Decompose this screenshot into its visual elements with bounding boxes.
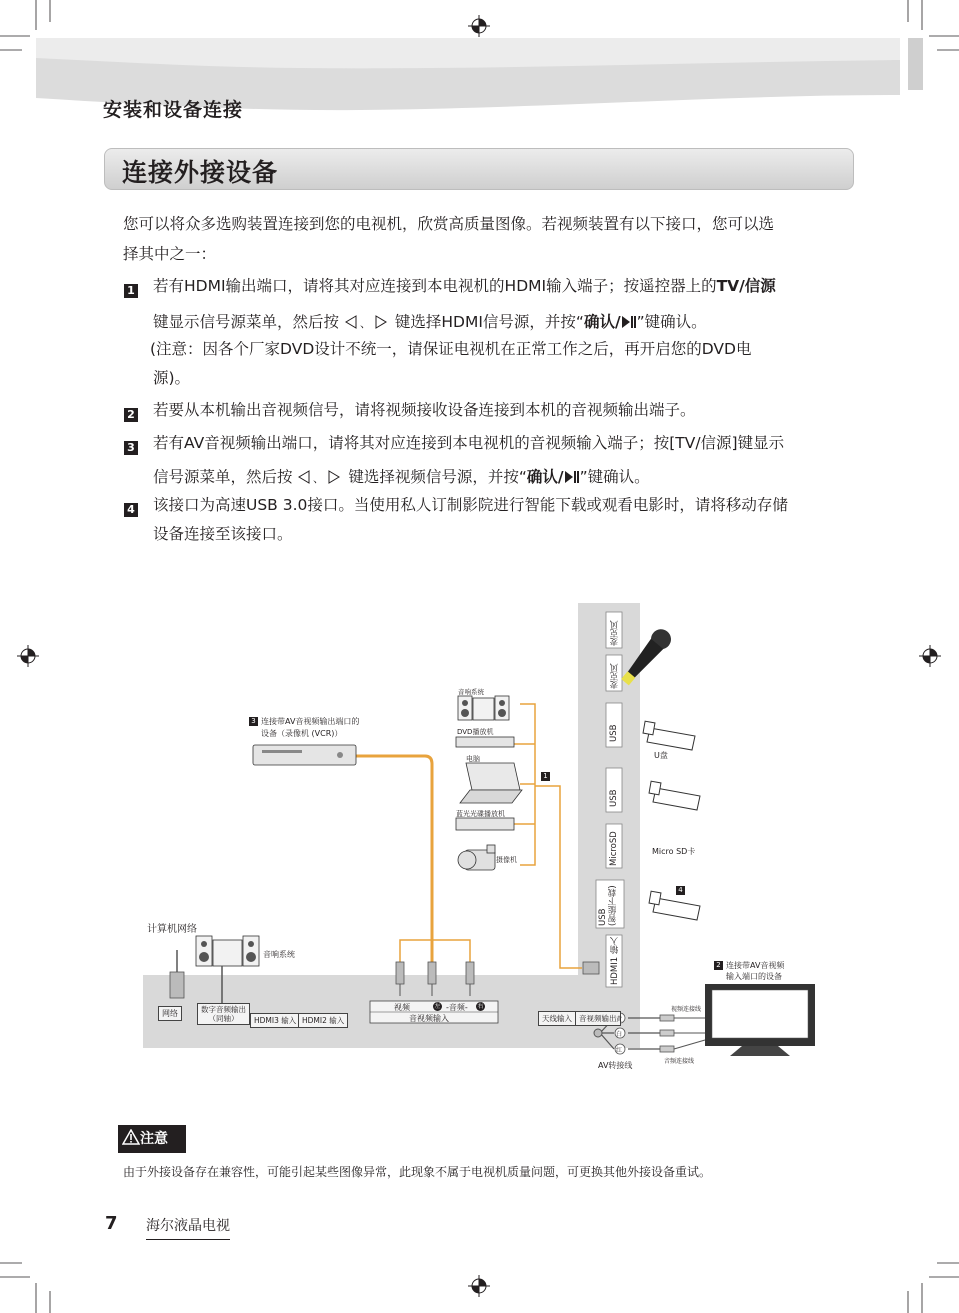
svg-text:、: 、 (359, 317, 371, 329)
item-number-1: 1 (124, 279, 138, 298)
jack-red: 红 (616, 1047, 623, 1054)
port-hdmi1-in: HDMI1 输入 (610, 937, 620, 985)
label-audio-cable: 音频连接线 (664, 1058, 695, 1065)
item-number-2: 2 (124, 403, 138, 422)
label-microsd: Micro SD卡 (652, 847, 696, 856)
port-usb-smart-download: USB (智能下载) (598, 885, 618, 926)
label-av-cable: AV转接线 (598, 1061, 633, 1070)
label-audio-system-bottom: 音响系统 (263, 950, 295, 959)
svg-text:、: 、 (313, 472, 325, 484)
page-title: 连接外接设备 (122, 158, 279, 187)
label-tv-2: 输入端口的设备 (726, 972, 782, 981)
item-1-line-3: (注意：因各个厂家DVD设计不统一，请保证电视机在正常工作之后，再开启您的DVD电 (150, 340, 752, 358)
label-pc: 电脑 (466, 755, 480, 763)
label-tv-1: 连接带AV音视频 (726, 961, 785, 970)
port-hdmi3-in: HDMI3 输入 (250, 1013, 300, 1028)
jack-white: 白 (616, 1031, 623, 1038)
port-hdmi2-in: HDMI2 输入 (298, 1013, 348, 1028)
warning-icon (122, 1129, 140, 1145)
port-mic-1: 麦克风 (610, 620, 620, 646)
label-num-3: 3 (249, 717, 258, 726)
port-usb-1: USB (609, 724, 619, 742)
page-number: 7 (105, 1213, 118, 1234)
label-vcr-2: 设备（录像机 (VCR)） (261, 729, 343, 738)
caution-badge: 注意 (118, 1125, 186, 1153)
port-microsd: MicroSD (609, 831, 619, 866)
jack-yellow: 黄 (616, 1016, 623, 1023)
av-in-right: 右 (477, 1003, 484, 1010)
av-in-left: 左 (434, 1003, 441, 1010)
item-1-line-4: 源)。 (153, 369, 191, 387)
section-title: 安装和设备连接 (103, 99, 244, 121)
label-bluray: 蓝光光碟播放机 (456, 810, 505, 818)
label-num-2: 2 (714, 961, 723, 970)
intro-line-1: 您可以将众多选购装置连接到您的电视机，欣赏高质量图像。若视频装置有以下接口，您可以选 (123, 215, 775, 233)
av-in-audio: -音频- (446, 1003, 468, 1012)
port-usb-2: USB (609, 789, 619, 807)
av-in-label: 音视频输入 (409, 1014, 449, 1023)
item-2-line-1: 若要从本机输出音视频信号，请将视频接收设备连接到本机的音视频输出端子。 (153, 401, 696, 419)
label-vcr-1: 连接带AV音视频输出端口的 (261, 717, 360, 726)
item-number-3: 3 (124, 436, 138, 455)
label-video-cable: 视频连接线 (671, 1006, 702, 1013)
item-1-line-2: 键显示信号源菜单，然后按 、 键选择HDMI信号源，并按“确认/ ”键确认。 (153, 313, 707, 331)
intro-line-2: 择其中之一： (123, 245, 217, 263)
label-audio-system-top: 音响系统 (458, 688, 484, 696)
footer-brand: 海尔液晶电视 (146, 1215, 230, 1240)
item-3-line-2: 信号源菜单，然后按 、 键选择视频信号源，并按“确认/ ”键确认。 (153, 468, 650, 486)
av-in-video: 视频 (394, 1003, 410, 1012)
item-4-line-2: 设备连接至该接口。 (153, 525, 293, 543)
label-num-1: 1 (541, 772, 550, 781)
item-1-line-1: 若有HDMI输出端口，请将其对应连接到本电视机的HDMI输入端子；按遥控器上的TV/信源 (153, 277, 776, 295)
item-number-4: 4 (124, 498, 138, 517)
label-num-4: 4 (676, 886, 685, 895)
port-antenna-in: 天线输入 (538, 1011, 576, 1026)
label-network: 计算机网络 (147, 924, 197, 935)
label-dvd: DVD播放机 (457, 728, 494, 736)
port-network: 网络 (158, 1006, 182, 1021)
port-digital-audio-out: 数字音频输出 （同轴） (197, 1003, 250, 1025)
label-camcorder: 摄像机 (496, 856, 517, 864)
item-3-line-1: 若有AV音视频输出端口，请将其对应连接到本电视机的音视频输入端子；按[TV/信源]键显示 (153, 434, 785, 452)
label-udisk: U盘 (654, 751, 668, 760)
port-av-out: 音视频输出 (575, 1011, 621, 1026)
caution-text: 由于外接设备存在兼容性，可能引起某些图像异常，此现象不属于电视机质量问题，可更换其他外接设备重试。 (123, 1165, 712, 1179)
item-4-line-1: 该接口为高速USB 3.0接口。当使用私人订制影院进行智能下载或观看电影时，请将移动存储 (153, 496, 788, 514)
port-mic-2: 麦克风 (610, 663, 620, 689)
